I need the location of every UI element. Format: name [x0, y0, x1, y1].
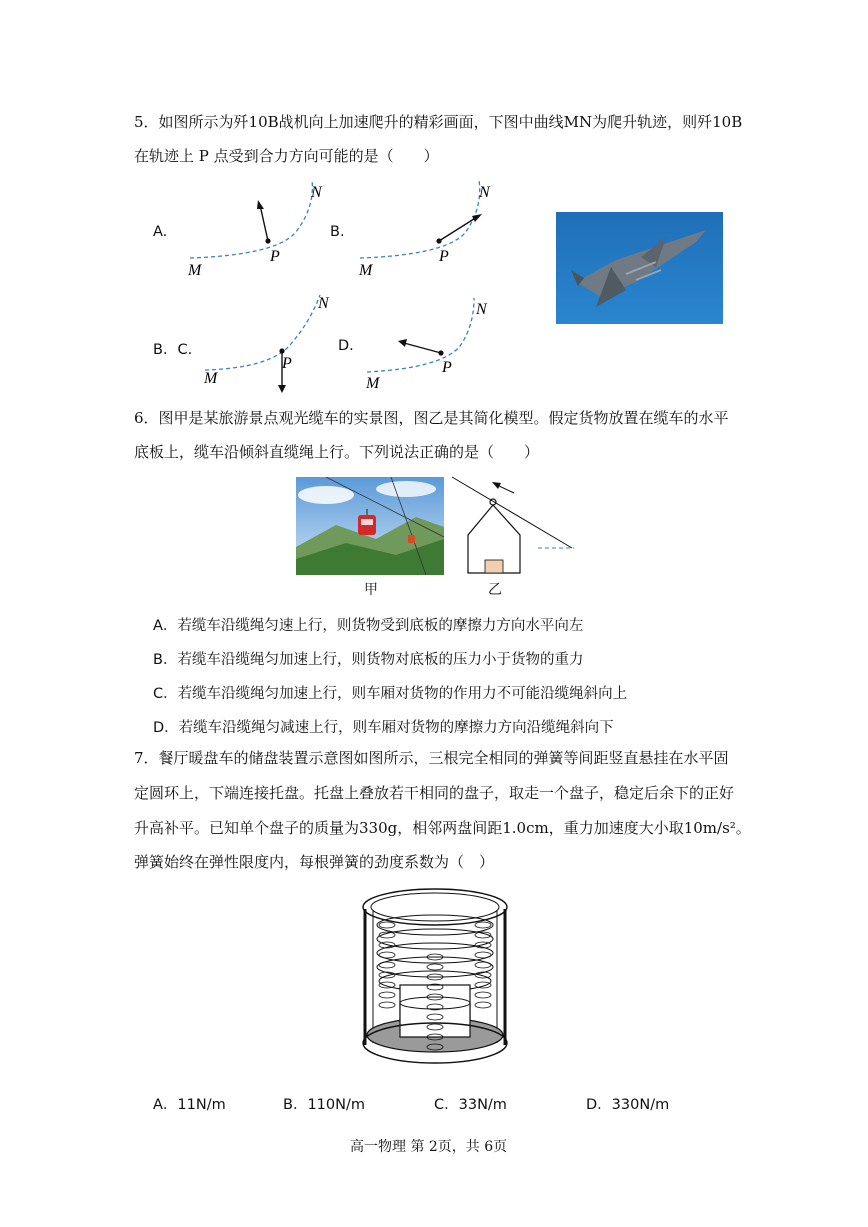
label-p: P: [439, 248, 449, 265]
cargo-box: [485, 560, 503, 573]
q5-diagram-a: [180, 175, 340, 285]
arrow-head: [472, 214, 482, 222]
q5-diagram-c: [200, 290, 350, 400]
page-footer: 高一物理 第 2页，共 6页: [350, 1139, 508, 1155]
label-m: M: [204, 370, 218, 387]
caption-yi: 乙: [488, 582, 502, 598]
q7-stem-line4: 弹簧始终在弹性限度内，每根弹簧的劲度系数为（ ）: [134, 853, 495, 871]
q6-stem-line1: 6．图甲是某旅游景点观光缆车的实景图，图乙是其简化模型。假定货物放置在缆车的水平: [134, 409, 729, 427]
curve-mn: [367, 298, 474, 372]
label-m: M: [188, 262, 202, 279]
q5-stem-line1: 5．如图所示为歼10B战机向上加速爬升的精彩画面，下图中曲线MN为爬升轨迹，则歼10B: [134, 113, 743, 131]
curve-mn: [205, 295, 320, 370]
label-n: N: [318, 295, 329, 312]
q5-diagram-b: [355, 175, 515, 285]
q7-option-a: A．11N/m: [153, 1097, 226, 1113]
q5-diagram-d: [362, 290, 512, 400]
q7-stem-line1: 7．餐厅暖盘车的储盘装置示意图如图所示，三根完全相同的弹簧等间距竖直悬挂在水平固: [134, 749, 729, 767]
q5-option-b-label: B.: [330, 224, 345, 240]
q7-option-d: D．330N/m: [586, 1097, 670, 1113]
q7-stem-line3: 升高补平。已知单个盘子的质量为330g，相邻两盘间距1.0cm，重力加速度大小取10m/s²。: [134, 819, 751, 837]
label-p: P: [270, 248, 280, 265]
label-n: N: [311, 184, 322, 201]
arrow-head: [257, 200, 264, 209]
plate-storage-diagram: [355, 885, 515, 1070]
curve-mn: [360, 180, 480, 258]
force-arrow: [404, 343, 441, 353]
q6-option-b: B．若缆车沿缆绳匀加速上行，则货物对底板的压力小于货物的重力: [153, 652, 584, 668]
cable-car-model-diagram: [450, 475, 580, 580]
arrow-head: [398, 339, 407, 347]
q5-option-d-label: D.: [338, 338, 354, 354]
q5-option-c-label: B．C.: [153, 342, 193, 358]
q6-option-c: C．若缆车沿缆绳匀加速上行，则车厢对货物的作用力不可能沿缆绳斜向上: [153, 686, 628, 702]
label-p: P: [442, 359, 452, 376]
label-n: N: [479, 184, 490, 201]
force-arrow: [439, 217, 477, 241]
label-n: N: [476, 301, 487, 318]
fighter-jet-photo: [556, 212, 723, 324]
arrow-head: [278, 385, 286, 393]
label-p: P: [282, 355, 292, 372]
q7-option-c: C．33N/m: [434, 1097, 507, 1113]
curve-mn: [190, 180, 312, 258]
q5-option-a-label: A.: [153, 224, 168, 240]
q6-option-a: A．若缆车沿缆绳匀速上行，则货物受到底板的摩擦力方向水平向左: [153, 618, 584, 634]
label-m: M: [366, 375, 380, 392]
q7-stem-line2: 定圆环上，下端连接托盘。托盘上叠放若干相同的盘子，取走一个盘子，稳定后余下的正好: [134, 784, 735, 802]
label-m: M: [359, 262, 373, 279]
cable-car-photo: [296, 477, 444, 575]
q6-option-d: D．若缆车沿缆绳匀减速上行，则车厢对货物的摩擦力方向沿缆绳斜向下: [153, 720, 614, 736]
q6-stem-line2: 底板上，缆车沿倾斜直缆绳上行。下列说法正确的是（ ）: [134, 443, 540, 461]
motion-arrow: [497, 485, 514, 493]
force-arrow: [260, 205, 268, 241]
cable-line: [452, 477, 572, 548]
q5-stem-line2: 在轨迹上 P 点受到合力方向可能的是（ ）: [134, 147, 439, 165]
q7-option-b: B．110N/m: [283, 1097, 365, 1113]
caption-jia: 甲: [364, 582, 378, 598]
